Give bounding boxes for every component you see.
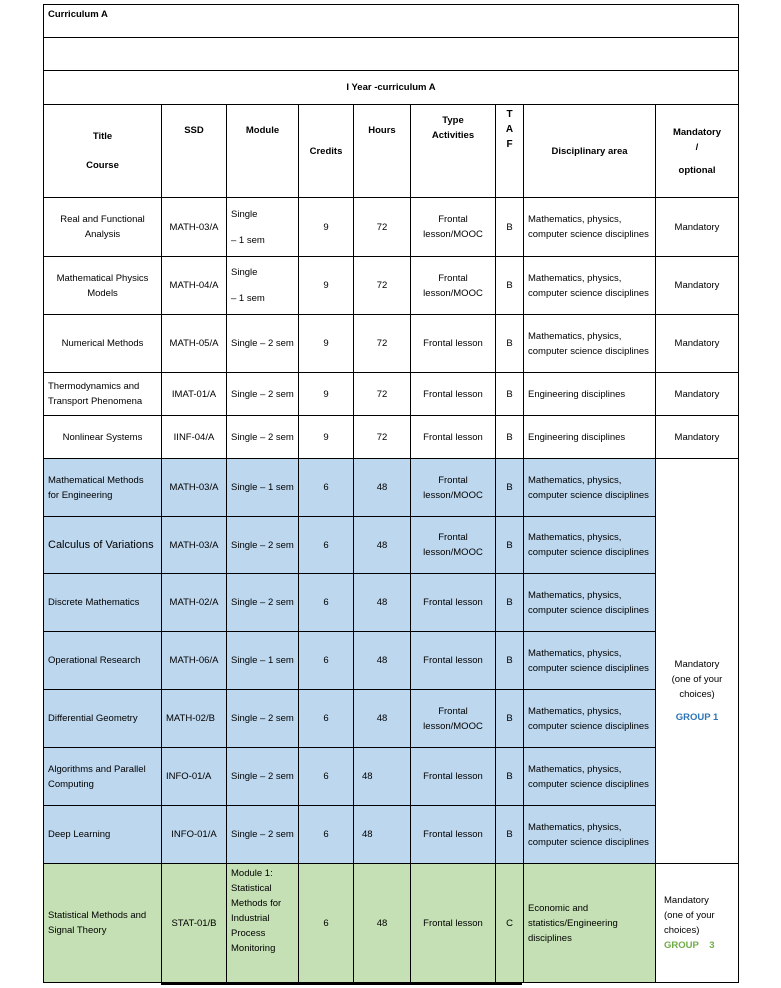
taf-cell: B bbox=[496, 748, 524, 806]
module-cell: Single – 2 sem bbox=[227, 517, 299, 574]
header-credits: Credits bbox=[299, 105, 354, 198]
table-row bbox=[44, 864, 739, 983]
mandatory-cell: Mandatory bbox=[656, 257, 739, 315]
ssd-cell: STAT-01/B bbox=[162, 864, 227, 983]
module-cell: Module 1: Statistical Methods for Industrial Process Monitoring bbox=[227, 864, 299, 983]
section-title: I Year -curriculum A bbox=[44, 71, 739, 105]
mandatory-cell: Mandatory bbox=[656, 373, 739, 416]
header-taf-t: T bbox=[506, 109, 513, 120]
course-title-cell: Real and Functional Analysis bbox=[44, 198, 162, 257]
header-title-label: Title bbox=[92, 131, 113, 142]
ssd-cell: INFO-01/A bbox=[162, 748, 227, 806]
taf-cell: B bbox=[496, 690, 524, 748]
type-activities-cell: Frontal lesson bbox=[411, 806, 496, 864]
type-activities-cell: Frontal lesson/MOOC bbox=[411, 517, 496, 574]
course-title-cell: Differential Geometry bbox=[44, 690, 162, 748]
credits-cell: 6 bbox=[299, 632, 354, 690]
taf-cell: B bbox=[496, 373, 524, 416]
ssd-cell: IMAT-01/A bbox=[162, 373, 227, 416]
ssd-cell: MATH-02/B bbox=[162, 690, 227, 748]
group3-label: GROUP 3 bbox=[664, 940, 715, 951]
type-activities-cell: Frontal lesson bbox=[411, 315, 496, 373]
header-type-label: Type bbox=[442, 115, 464, 126]
ssd-cell: MATH-03/A bbox=[162, 517, 227, 574]
group3-mandatory-cell bbox=[656, 864, 739, 983]
type-activities-cell: Frontal lesson/MOOC bbox=[411, 198, 496, 257]
table-row bbox=[44, 632, 739, 690]
taf-cell: B bbox=[496, 315, 524, 373]
credits-cell: 6 bbox=[299, 864, 354, 983]
credits-cell: 6 bbox=[299, 517, 354, 574]
disciplinary-area-cell: Mathematics, physics, computer science disciplines bbox=[524, 690, 656, 748]
empty-row bbox=[44, 38, 739, 71]
type-activities-cell: Frontal lesson bbox=[411, 416, 496, 459]
credits-cell: 9 bbox=[299, 198, 354, 257]
ssd-cell: MATH-04/A bbox=[162, 257, 227, 315]
disciplinary-area-cell: Mathematics, physics, computer science disciplines bbox=[524, 574, 656, 632]
mandatory-cell: Mandatory bbox=[656, 416, 739, 459]
group1-mandatory-text: Mandatory (one of your choices) bbox=[671, 659, 723, 700]
ssd-cell: MATH-06/A bbox=[162, 632, 227, 690]
type-activities-cell: Frontal lesson bbox=[411, 864, 496, 983]
module-cell: Single – 2 sem bbox=[227, 574, 299, 632]
course-title-cell: Nonlinear Systems bbox=[44, 416, 162, 459]
module-cell: Single – 1 sem bbox=[227, 459, 299, 517]
module-cell: Single – 1 sem bbox=[227, 198, 299, 257]
ssd-cell: MATH-03/A bbox=[162, 198, 227, 257]
hours-cell: 48 bbox=[354, 632, 411, 690]
disciplinary-area-cell: Economic and statistics/Engineering disciplines bbox=[524, 864, 656, 983]
group1-mandatory-cell bbox=[656, 459, 739, 864]
credits-cell: 9 bbox=[299, 315, 354, 373]
table-row bbox=[44, 574, 739, 632]
header-activities-label: Activities bbox=[431, 130, 475, 141]
header-taf-a: A bbox=[505, 124, 514, 135]
ssd-cell: MATH-02/A bbox=[162, 574, 227, 632]
module-cell: Single – 2 sem bbox=[227, 416, 299, 459]
header-module: Module bbox=[227, 105, 299, 198]
course-title-cell: Thermodynamics and Transport Phenomena bbox=[44, 373, 162, 416]
module-cell: Single – 2 sem bbox=[227, 315, 299, 373]
type-activities-cell: Frontal lesson bbox=[411, 373, 496, 416]
disciplinary-area-cell: Mathematics, physics, computer science disciplines bbox=[524, 517, 656, 574]
type-activities-cell: Frontal lesson/MOOC bbox=[411, 459, 496, 517]
credits-cell: 6 bbox=[299, 690, 354, 748]
table-row bbox=[44, 748, 739, 806]
disciplinary-area-cell: Engineering disciplines bbox=[524, 373, 656, 416]
ssd-cell: MATH-03/A bbox=[162, 459, 227, 517]
type-activities-cell: Frontal lesson bbox=[411, 574, 496, 632]
table-row bbox=[44, 517, 739, 574]
hours-cell: 48 bbox=[354, 690, 411, 748]
hours-cell: 72 bbox=[354, 373, 411, 416]
credits-cell: 9 bbox=[299, 416, 354, 459]
course-title-cell: Deep Learning bbox=[44, 806, 162, 864]
header-optional-label: optional bbox=[678, 164, 716, 176]
module-cell: Single – 2 sem bbox=[227, 690, 299, 748]
disciplinary-area-cell: Mathematics, physics, computer science disciplines bbox=[524, 632, 656, 690]
type-activities-cell: Frontal lesson/MOOC bbox=[411, 690, 496, 748]
header-slash-label: / bbox=[695, 141, 699, 153]
disciplinary-area-cell: Mathematics, physics, computer science disciplines bbox=[524, 806, 656, 864]
mandatory-cell: Mandatory bbox=[656, 315, 739, 373]
taf-cell: B bbox=[496, 459, 524, 517]
credits-cell: 6 bbox=[299, 806, 354, 864]
header-mandatory bbox=[656, 105, 739, 198]
hours-cell: 48 bbox=[354, 748, 411, 806]
header-title-course bbox=[44, 105, 162, 198]
taf-cell: C bbox=[496, 864, 524, 983]
module-cell: Single – 1 sem bbox=[227, 632, 299, 690]
table-row bbox=[44, 257, 739, 315]
course-title-cell: Mathematical Methods for Engineering bbox=[44, 459, 162, 517]
table-bottom-rule bbox=[161, 983, 522, 985]
type-activities-cell: Frontal lesson bbox=[411, 748, 496, 806]
header-type-activities bbox=[411, 105, 496, 198]
hours-cell: 72 bbox=[354, 198, 411, 257]
disciplinary-area-cell: Mathematics, physics, computer science disciplines bbox=[524, 748, 656, 806]
course-title-cell: Calculus of Variations bbox=[44, 517, 162, 574]
hours-cell: 72 bbox=[354, 315, 411, 373]
credits-cell: 6 bbox=[299, 459, 354, 517]
mandatory-cell: Mandatory bbox=[656, 198, 739, 257]
disciplinary-area-cell: Engineering disciplines bbox=[524, 416, 656, 459]
taf-cell: B bbox=[496, 416, 524, 459]
hours-cell: 48 bbox=[354, 806, 411, 864]
document-title: Curriculum A bbox=[44, 5, 739, 38]
group1-label: GROUP 1 bbox=[675, 712, 719, 723]
course-title-cell: Operational Research bbox=[44, 632, 162, 690]
taf-cell: B bbox=[496, 632, 524, 690]
module-cell: Single – 2 sem bbox=[227, 373, 299, 416]
disciplinary-area-cell: Mathematics, physics, computer science disciplines bbox=[524, 315, 656, 373]
hours-cell: 48 bbox=[354, 574, 411, 632]
header-hours: Hours bbox=[354, 105, 411, 198]
course-title-cell: Discrete Mathematics bbox=[44, 574, 162, 632]
header-mandatory-label: Mandatory bbox=[672, 126, 722, 138]
disciplinary-area-cell: Mathematics, physics, computer science disciplines bbox=[524, 257, 656, 315]
ssd-cell: INFO-01/A bbox=[162, 806, 227, 864]
taf-cell: B bbox=[496, 257, 524, 315]
header-course-label: Course bbox=[86, 160, 119, 171]
table-row bbox=[44, 690, 739, 748]
credits-cell: 9 bbox=[299, 257, 354, 315]
hours-cell: 48 bbox=[354, 864, 411, 983]
hours-cell: 48 bbox=[354, 459, 411, 517]
taf-cell: B bbox=[496, 198, 524, 257]
credits-cell: 6 bbox=[299, 748, 354, 806]
taf-cell: B bbox=[496, 806, 524, 864]
module-cell: Single – 2 sem bbox=[227, 748, 299, 806]
ssd-cell: MATH-05/A bbox=[162, 315, 227, 373]
course-title-cell: Algorithms and Parallel Computing bbox=[44, 748, 162, 806]
credits-cell: 6 bbox=[299, 574, 354, 632]
type-activities-cell: Frontal lesson bbox=[411, 632, 496, 690]
header-ssd: SSD bbox=[162, 105, 227, 198]
curriculum-table bbox=[43, 4, 739, 983]
credits-cell: 9 bbox=[299, 373, 354, 416]
hours-cell: 48 bbox=[354, 517, 411, 574]
table-row bbox=[44, 806, 739, 864]
table-row bbox=[44, 373, 739, 416]
module-cell: Single – 2 sem bbox=[227, 806, 299, 864]
header-disciplinary-area: Disciplinary area bbox=[524, 105, 656, 198]
header-taf bbox=[496, 105, 524, 198]
hours-cell: 72 bbox=[354, 257, 411, 315]
module-cell: Single – 1 sem bbox=[227, 257, 299, 315]
course-title-cell: Mathematical Physics Models bbox=[44, 257, 162, 315]
table-row bbox=[44, 416, 739, 459]
taf-cell: B bbox=[496, 574, 524, 632]
course-title-cell: Numerical Methods bbox=[44, 315, 162, 373]
type-activities-cell: Frontal lesson/MOOC bbox=[411, 257, 496, 315]
group3-mandatory-text: Mandatory (one of your choices) bbox=[664, 895, 715, 936]
disciplinary-area-cell: Mathematics, physics, computer science disciplines bbox=[524, 198, 656, 257]
table-row bbox=[44, 315, 739, 373]
course-title-cell: Statistical Methods and Signal Theory bbox=[44, 864, 162, 983]
ssd-cell: IINF-04/A bbox=[162, 416, 227, 459]
table-row bbox=[44, 198, 739, 257]
table-row bbox=[44, 459, 739, 517]
taf-cell: B bbox=[496, 517, 524, 574]
disciplinary-area-cell: Mathematics, physics, computer science disciplines bbox=[524, 459, 656, 517]
hours-cell: 72 bbox=[354, 416, 411, 459]
header-taf-f: F bbox=[506, 139, 513, 150]
